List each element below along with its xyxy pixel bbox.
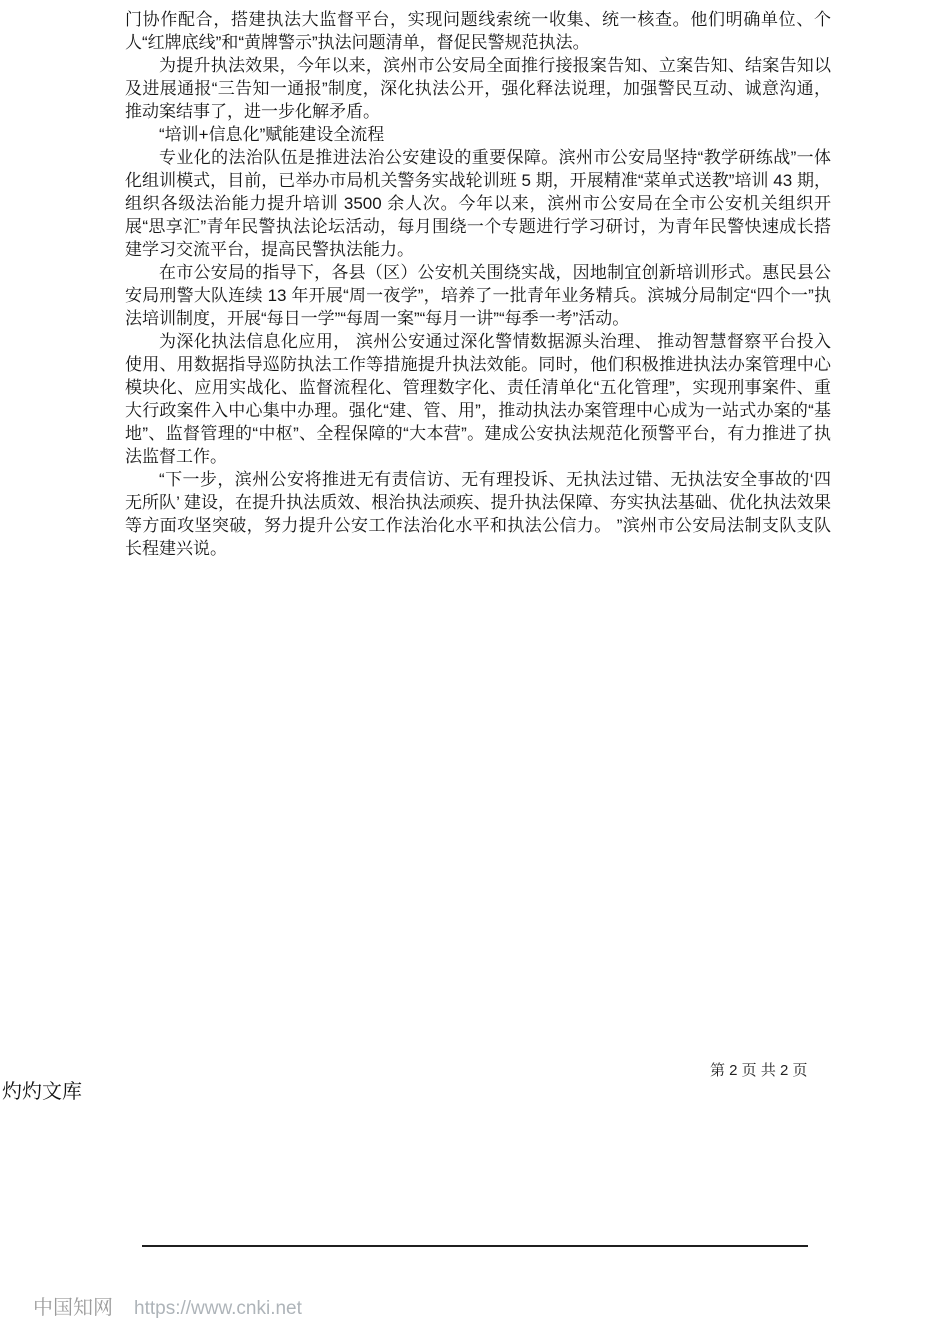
section-heading: “培训+信息化”赋能建设全流程 bbox=[159, 125, 385, 144]
footer-divider-line bbox=[142, 1245, 808, 1247]
cnki-branding bbox=[33, 1291, 302, 1320]
cnki-site-name: 中国知网 bbox=[33, 1297, 113, 1319]
page-indicator: 第 2 页 共 2 页 bbox=[710, 1062, 808, 1079]
cnki-site-url-link[interactable]: https://www.cnki.net bbox=[134, 1298, 302, 1319]
paragraph: 在市公安局的指导下，各县（区）公安机关围绕实战，因地制宜创新培训形式。惠民县公安局刑警大队连续 13 年开展“周一夜学”，培养了一批青年业务精兵。滨城分局制定“四个一”执法培训制度，开展“每日一学”“每周一案”“每月一讲”“每季一考”活动。 bbox=[125, 263, 831, 328]
library-watermark: 灼灼文库 bbox=[2, 1081, 82, 1103]
paragraph: 为深化执法信息化应用， 滨州公安通过深化警情数据源头治理、 推动智慧督察平台投入使用、用数据指导巡防执法工作等措施提升执法效能。同时，他们积极推进执法办案管理中心模块化、应用实战化、监督流程化、管理数字化、责任清单化“五化管理”，实现刑事案件、重大行政案件入中心集中办理。强化“建、管、用”，推动执法办案管理中心成为一站式办案的“基地”、监督管理的“中枢”、全程保障的“大本营”。建成公安执法规范化预警平台，有力推进了执法监督工作。 bbox=[125, 332, 831, 466]
paragraph-quote-closing: “下一步，滨州公安将推进无有责信访、无有理投诉、无执法过错、无执法安全事故的‘四无所队’ 建设，在提升执法质效、根治执法顽疾、提升执法保障、夯实执法基础、优化执法效果等方面攻坚突破，努力提升公安工作法治化水平和执法公信力。 ”滨州市公安局法制支队支队长程建兴说。 bbox=[125, 470, 831, 558]
paragraph: 为提升执法效果，今年以来，滨州市公安局全面推行接报案告知、立案告知、结案告知以及进展通报“三告知一通报”制度，深化执法公开，强化释法说理，加强警民互动、诚意沟通，推动案结事了，进一步化解矛盾。 bbox=[125, 56, 831, 121]
article-body bbox=[125, 8, 831, 560]
paragraph: 专业化的法治队伍是推进法治公安建设的重要保障。滨州市公安局坚持“教学研练战”一体化组训模式，目前，已举办市局机关警务实战轮训班 5 期，开展精准“菜单式送教”培训 43 期，组织各级法治能力提升培训 3500 余人次。今年以来，滨州市公安局在全市公安机关组织开展“思享汇”青年民警执法论坛活动，每月围绕一个专题进行学习研讨，为青年民警快速成长搭建学习交流平台，提高民警执法能力。 bbox=[125, 148, 831, 259]
paragraph-continuation: 门协作配合，搭建执法大监督平台，实现问题线索统一收集、统一核查。他们明确单位、个人“红牌底线”和“黄牌警示”执法问题清单，督促民警规范执法。 bbox=[125, 10, 831, 52]
